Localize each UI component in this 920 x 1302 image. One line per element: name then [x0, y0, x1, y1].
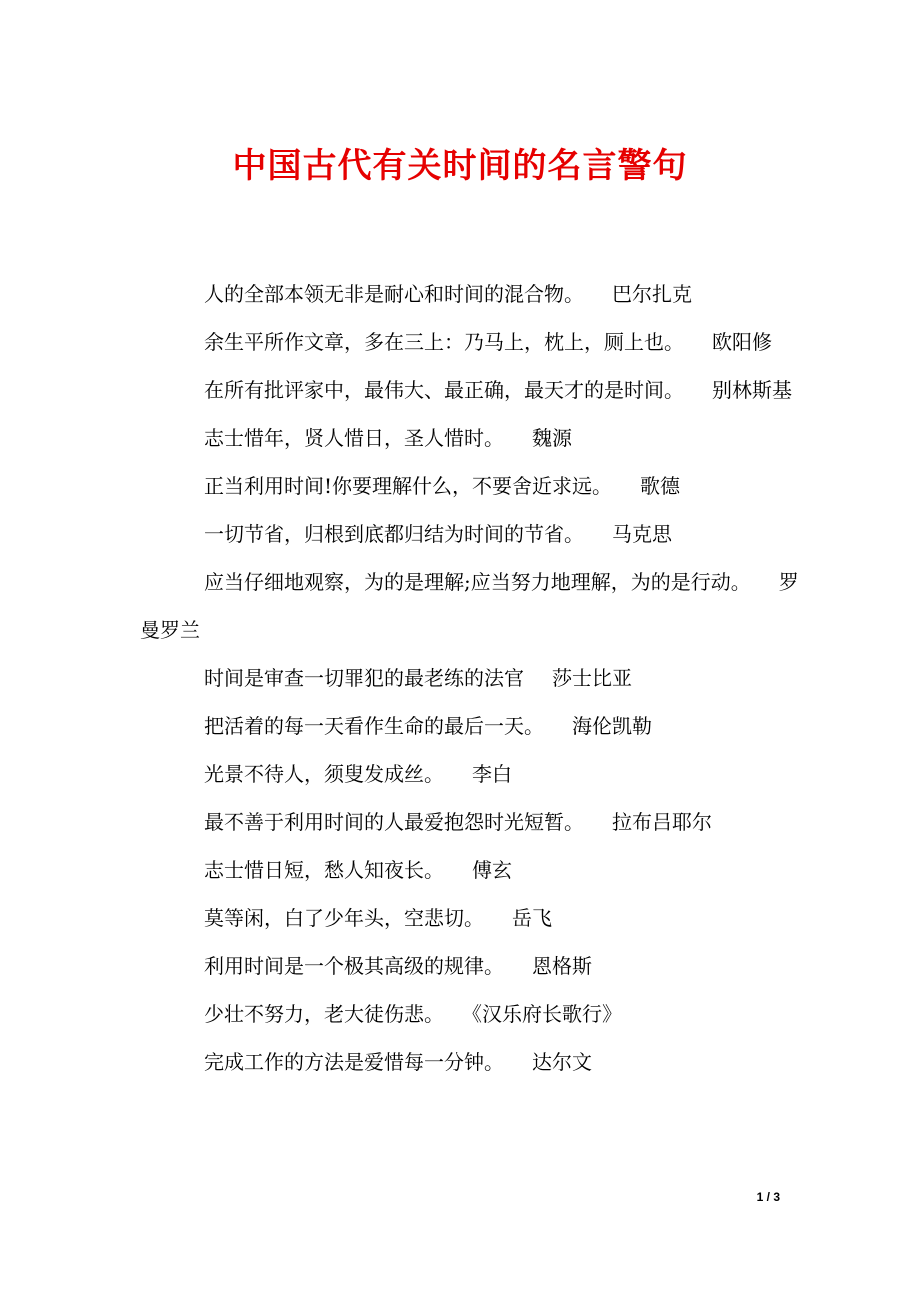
quote-item — [140, 462, 805, 510]
quote-item — [140, 366, 805, 414]
quote-author: 岳飞 — [512, 906, 552, 930]
quote-text: 在所有批评家中，最伟大、最正确，最天才的是时间。 — [204, 378, 684, 402]
quote-text: 少壮不努力，老大徒伤悲。 — [204, 1002, 444, 1026]
quote-item — [140, 318, 805, 366]
quote-text: 志士惜年，贤人惜日，圣人惜时。 — [204, 426, 504, 450]
quote-list — [140, 270, 805, 1086]
page-title: 中国古代有关时间的名言警句 — [232, 146, 688, 186]
page-number: 1 / 3 — [756, 1190, 780, 1204]
quote-author: 别林斯基 — [712, 378, 792, 402]
quote-item — [140, 750, 805, 798]
quote-author: 莎士比亚 — [552, 666, 632, 690]
quote-text: 人的全部本领无非是耐心和时间的混合物。 — [204, 282, 584, 306]
quote-item — [140, 798, 805, 846]
quote-item — [140, 894, 805, 942]
quote-text: 完成工作的方法是爱惜每一分钟。 — [204, 1050, 504, 1074]
quote-item — [140, 558, 805, 654]
quote-author: 拉布吕耶尔 — [612, 810, 712, 834]
quote-text: 应当仔细地观察，为的是理解;应当努力地理解，为的是行动。 — [204, 570, 751, 594]
quote-text: 志士惜日短，愁人知夜长。 — [204, 858, 444, 882]
quote-author: 魏源 — [532, 426, 572, 450]
quote-author: 傅玄 — [472, 858, 512, 882]
quote-text: 余生平所作文章，多在三上：乃马上，枕上，厕上也。 — [204, 330, 684, 354]
quote-item — [140, 414, 805, 462]
quote-author: 李白 — [472, 762, 512, 786]
quote-author: 海伦凯勒 — [572, 714, 652, 738]
quote-author: 歌德 — [640, 474, 681, 498]
quote-item — [140, 270, 805, 318]
quote-item — [140, 654, 805, 702]
quote-item — [140, 1038, 805, 1086]
quote-item — [140, 510, 805, 558]
quote-item — [140, 990, 805, 1038]
quote-author: 《汉乐府长歌行》 — [472, 1002, 622, 1026]
quote-text: 时间是审查一切罪犯的最老练的法官 — [204, 666, 524, 690]
quote-author: 欧阳修 — [712, 330, 772, 354]
quote-author: 马克思 — [612, 522, 672, 546]
quote-item — [140, 702, 805, 750]
quote-text: 一切节省，归根到底都归结为时间的节省。 — [204, 522, 584, 546]
quote-text: 莫等闲，白了少年头，空悲切。 — [204, 906, 484, 930]
quote-text: 把活着的每一天看作生命的最后一天。 — [204, 714, 544, 738]
quote-text: 光景不待人，须叟发成丝。 — [204, 762, 444, 786]
quote-author: 巴尔扎克 — [612, 282, 692, 306]
quote-item — [140, 846, 805, 894]
quote-author: 罗曼罗兰 — [140, 570, 799, 642]
quote-item — [140, 942, 805, 990]
quote-author: 达尔文 — [532, 1050, 592, 1074]
quote-text: 最不善于利用时间的人最爱抱怨时光短暂。 — [204, 810, 584, 834]
quote-text: 利用时间是一个极其高级的规律。 — [204, 954, 504, 978]
quote-author: 恩格斯 — [532, 954, 592, 978]
quote-text: 正当利用时间!你要理解什么，不要舍近求远。 — [204, 474, 613, 498]
